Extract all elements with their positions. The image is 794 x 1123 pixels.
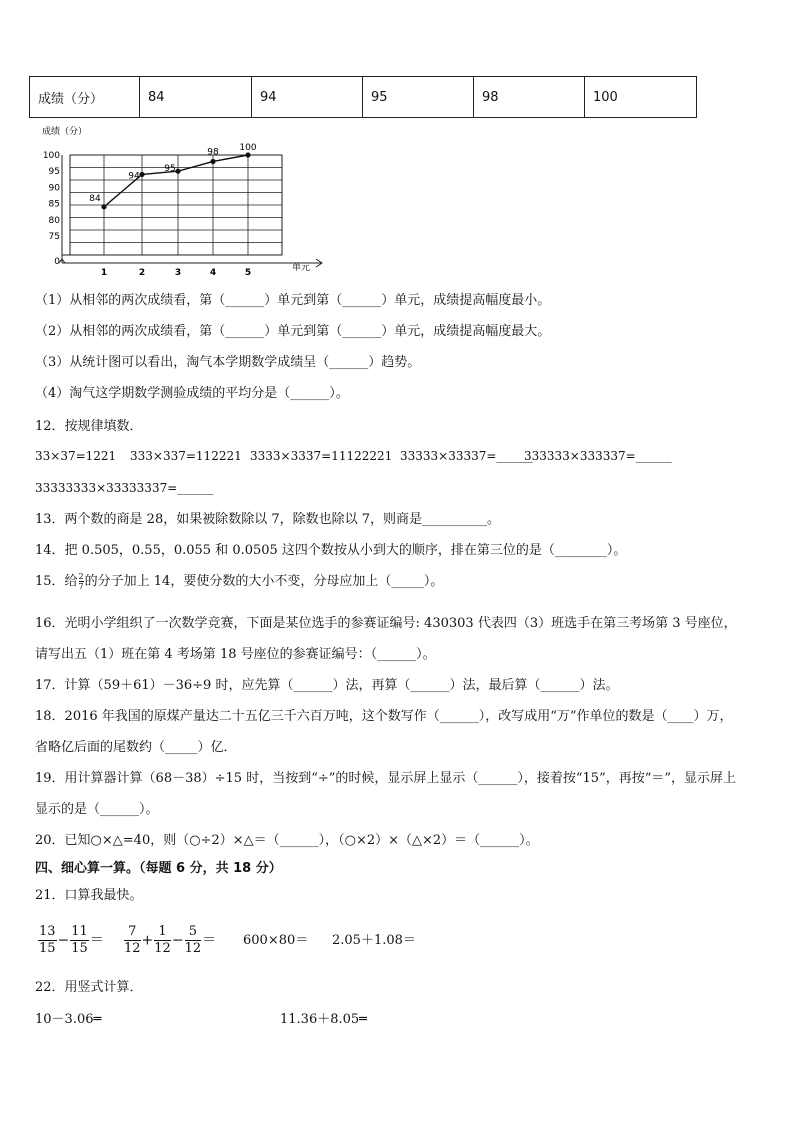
data-label: 84	[89, 193, 101, 204]
q11-part4: （4）淘气这学期数学测验成绩的平均分是（______）。	[35, 386, 349, 401]
x-tick-label: 4	[209, 268, 217, 278]
q11-part1: （1）从相邻的两次成绩看，第（______）单元到第（______）单元，成绩提高幅度最小。	[35, 293, 551, 308]
q13: 13．两个数的商是 28，如果被除数除以 7，除数也除以 7，则商是__________。	[35, 512, 501, 527]
numerator: 11	[71, 924, 88, 939]
data-label: 100	[239, 143, 257, 153]
q19-line1: 19．用计算器计算（68－38）÷15 时，当按到“÷”的时候，显示屏上显示（______），接着按“15”，再按“＝”，显示屏上	[35, 771, 737, 786]
q15-numerator: 2	[78, 572, 84, 581]
chart-series	[89, 143, 257, 209]
q21-title: 21．口算我最快。	[35, 888, 143, 903]
q21-expr1: $\frac{13}{15}$ − $\frac{11}{15}$ ＝	[39, 924, 104, 956]
x-tick-label: 1	[100, 268, 108, 278]
numerator: 13	[39, 924, 56, 939]
numerator: 1	[154, 924, 171, 941]
y-tick-label: 95	[48, 167, 60, 178]
data-point	[101, 204, 106, 209]
data-point	[175, 169, 180, 174]
q21-expr3: 600×80＝	[243, 933, 309, 948]
q12-eq5: 333333×333337=______	[524, 449, 672, 463]
q15-denominator: 7	[78, 582, 84, 591]
y-tick-label: 75	[48, 232, 60, 242]
numerator: 7	[124, 924, 141, 941]
x-tick-label: 5	[244, 268, 252, 278]
denominator: 12	[154, 941, 171, 956]
fraction	[70, 924, 89, 957]
q22-expr1: 10－3.06═	[35, 1012, 102, 1027]
fraction	[154, 924, 171, 957]
score-table	[29, 76, 697, 118]
numerator: 5	[185, 924, 202, 941]
x-tick-label: 2	[138, 268, 146, 278]
q11-part3: （3）从统计图可以看出，淘气本学期数学成绩呈（______）趋势。	[35, 355, 421, 370]
denominator: 15	[39, 941, 56, 956]
table-cell: 84	[140, 77, 252, 118]
series-line	[104, 155, 248, 207]
q16-line1: 16．光明小学组织了一次数学竞赛，下面是某位选手的参赛证编号: 430303 代表四（3）班选手在第三考场第 3 号座位，	[35, 616, 737, 631]
y-tick-label: 80	[48, 215, 60, 226]
x-axis-label: 单元	[292, 263, 311, 273]
table-cell: 94	[252, 77, 363, 118]
data-point	[139, 172, 144, 177]
data-label: 94	[128, 171, 140, 182]
y-tick-label: 0	[54, 257, 60, 267]
q12-eq6: 33333333×33333337=______	[35, 481, 214, 495]
fraction	[38, 924, 57, 957]
y-axis-label: 成绩（分）	[42, 127, 88, 137]
table-cell: 98	[474, 77, 585, 118]
q12-eq2: 333×337=112221	[130, 449, 242, 463]
q20: 20．已知○×△=40，则（○÷2）×△＝（______），（○×2）×（△×2）＝（______）。	[35, 833, 539, 848]
table-row	[30, 77, 697, 118]
q21-expr2: $\frac{7}{12}$ + $\frac{1}{12}$ − $\frac{5}{12}$ ＝	[124, 924, 217, 956]
q17: 17．计算（59＋61）－36÷9 时，应先算（______）法，再算（______）法，最后算（______）法。	[35, 678, 619, 693]
fraction	[124, 924, 141, 957]
x-tick-label: 3	[174, 268, 182, 278]
q21-expr4: 2.05＋1.08＝	[332, 933, 416, 948]
score-line-chart	[30, 122, 340, 282]
q12-eq3: 3333×3337=11122221	[250, 449, 393, 463]
q15-before: 15．给	[35, 574, 78, 589]
q22-expr2: 11.36＋8.05═	[280, 1012, 367, 1027]
q16-line2: 请写出五（1）班在第 4 考场第 18 号座位的参赛证编号：（______）。	[35, 647, 436, 662]
data-point	[210, 159, 215, 164]
q18-line1: 18．2016 年我国的原煤产量达二十五亿三千六百万吨，这个数写作（______），改写成用“万”作单位的数是（____）万，	[35, 709, 733, 724]
q14: 14．把 0.505，0.55，0.055 和 0.0505 这四个数按从小到大的顺序，排在第三位的是（________）。	[35, 543, 627, 558]
section-heading: 四、细心算一算。（每题 6 分，共 18 分）	[35, 861, 282, 876]
fraction	[185, 924, 202, 957]
q15-after: 的分子加上 14，要使分数的大小不变，分母应加上（_____）。	[84, 574, 444, 589]
denominator: 15	[71, 941, 88, 956]
q12-eq1: 33×37=1221	[35, 449, 117, 463]
denominator: 12	[184, 941, 202, 956]
q15-fraction	[79, 572, 84, 591]
y-tick-label: 85	[48, 199, 60, 210]
table-header-cell: 成绩（分）	[30, 77, 140, 118]
q22-title: 22．用竖式计算．	[35, 980, 143, 995]
data-point	[245, 152, 250, 157]
data-label: 98	[207, 147, 219, 158]
denominator: 12	[124, 941, 141, 956]
y-tick-label: 100	[42, 151, 60, 161]
table-cell: 95	[363, 77, 474, 118]
chart-axes	[59, 155, 322, 267]
table-cell: 100	[585, 77, 697, 118]
q12-title: 12．按规律填数．	[35, 419, 143, 434]
q12-eq4: 33333×33337=______	[400, 449, 533, 463]
chart-ticks	[43, 151, 251, 278]
q11-part2: （2）从相邻的两次成绩看，第（______）单元到第（______）单元，成绩提高幅度最大。	[35, 324, 551, 339]
q19-line2: 显示的是（______）。	[35, 802, 159, 817]
data-label: 95	[164, 164, 176, 175]
y-tick-label: 90	[48, 183, 60, 194]
q15	[35, 572, 443, 591]
q18-line2: 省略亿后面的尾数约（_____）亿．	[35, 740, 237, 755]
